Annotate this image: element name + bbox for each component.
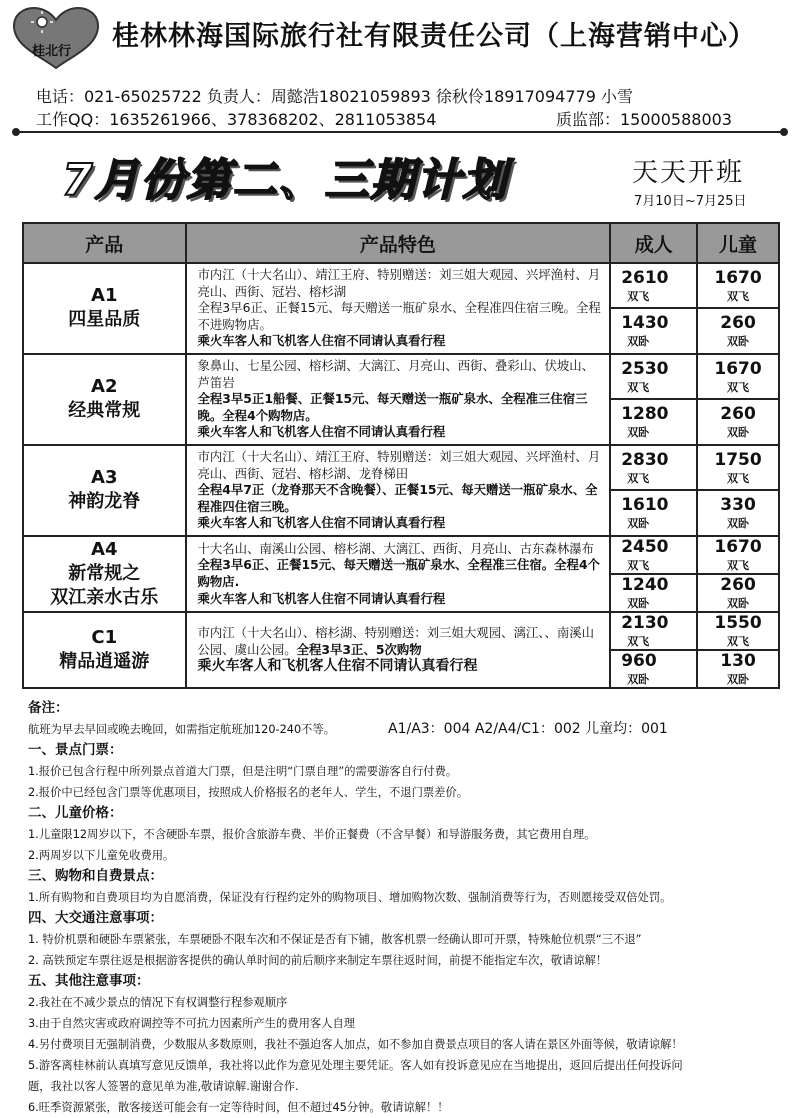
child-price-flight [697,263,779,308]
features-note: 乘火车客人和飞机客人住宿不同请认真看行程 [197,590,446,606]
price-value: 330 [720,495,756,516]
features-note: 乘火车客人和飞机客人住宿不同请认真看行程 [197,424,446,440]
features-cell [186,354,611,445]
price-type: 双卧 [627,517,650,531]
product-table [22,222,780,689]
header-features: 产品特色 [186,223,611,263]
price-value: 130 [720,650,756,671]
price-type: 双卧 [727,672,750,686]
child-price-flight [697,445,779,490]
section-title: 三、购物和自费景点： [28,868,163,884]
price-value: 2530 [621,358,669,379]
table-row [23,445,779,490]
product-name: 四星品质 [68,309,141,331]
features-cell [186,263,611,354]
product-code: A3 [91,467,118,489]
product-name: 神韵龙脊 [68,491,141,513]
features-note: 乘火车客人和飞机客人住宿不同请认真看行程 [197,333,446,349]
price-type: 双飞 [627,471,650,485]
price-type: 双卧 [727,517,750,531]
product-name: 经典常规 [68,400,141,422]
divider-dot-icon [780,128,788,136]
price-value: 1610 [621,495,669,516]
price-type: 双卧 [627,335,650,349]
price-type: 双飞 [727,558,750,572]
adult-price-train [610,490,697,535]
heart-logo-icon [10,6,102,70]
features-sights: 市内江（十大名山）、靖江王府、特别赠送：刘三姐大观园、兴坪渔村、月亮山、西街、冠岩、榕杉湖、龙脊梯田 [197,448,601,481]
adult-price-flight [610,354,697,399]
company-logo [10,6,102,70]
note-item: 2.两周岁以下儿童免收费用。 [28,849,175,862]
note-item: 3.由于自然灾害或政府调控等不可抗力因素所产生的费用客人自理 [28,1017,356,1030]
product-cell [23,536,186,612]
note-item: 1.报价已包含行程中所列景点首道大门票，但是注明“门票自理”的需要游客自行付费。 [28,765,458,778]
child-price-train [697,308,779,353]
price-type: 双飞 [627,380,650,394]
price-value: 960 [621,650,657,671]
product-cell [23,354,186,445]
features-sights: 象鼻山、七星公园、榕杉湖、大漓江、月亮山、西街、叠彩山、伏坡山、芦笛岩 [197,357,595,390]
features-sights [198,625,606,658]
features-meals: 全程3早3正、5次购物 [296,641,422,657]
price-value: 2450 [621,536,669,557]
logo-text: 桂北行 [32,44,72,59]
price-value: 2610 [621,267,669,288]
product-name: 新常规之 [68,562,141,584]
note-item: 题，我社以客人签署的意见单为准,敬请谅解.谢谢合作. [28,1080,299,1093]
note-item: 4.另付费项目无强制消费，少数服从多数原则，我社不强迫客人加点，如不参加自费景点项目的客人请在景区外面等候，敬请谅解！ [28,1038,683,1051]
adult-price-flight [610,536,697,574]
price-type: 双飞 [727,380,750,394]
child-price-train [697,490,779,535]
note-item: 6.旺季资源紧张，散客接送可能会有一定等待时间，但不超过45分钟。敬请谅解！！ [28,1101,449,1114]
features-note: 乘火车客人和飞机客人住宿不同请认真看行程 [197,515,446,531]
product-name-2: 双江亲水古乐 [50,586,159,608]
section-title: 一、景点门票： [28,742,123,758]
price-value: 1670 [714,536,762,557]
adult-price-train [610,308,697,353]
price-value: 2830 [621,449,669,470]
adult-price-train [610,650,697,688]
price-value: 2130 [621,612,669,633]
header-adult: 成人 [610,223,697,263]
price-type: 双卧 [627,426,650,440]
price-type: 双卧 [627,672,650,686]
features-cell [186,612,611,688]
section-title: 五、其他注意事项： [28,973,150,989]
price-value: 260 [720,404,756,425]
child-price-flight [697,612,779,650]
child-price-flight [697,354,779,399]
table-row [23,263,779,308]
company-name: 桂林林海国际旅行社有限责任公司（上海营销中心） [112,21,756,52]
product-cell [23,263,186,354]
price-value: 260 [720,574,756,595]
table-row [23,354,779,399]
price-value: 1750 [714,449,762,470]
date-range: 7月10日~7月25日 [634,194,747,209]
features-cell [186,445,611,536]
price-value: 1280 [621,404,669,425]
adult-price-flight [610,612,697,650]
features-sights: 十大名山、南溪山公园、榕杉湖、大漓江、西街、月亮山、古东森林瀑布 [197,540,595,556]
table-row [23,612,779,650]
adult-price-flight [610,445,697,490]
price-type: 双飞 [627,634,650,648]
features-meals: 全程3早6正、正餐15元、每天赠送一瓶矿泉水、全程准四住宿三晚。全程不进购物店。 [197,300,601,332]
plan-title: 7月份第二、三期计划 [62,155,509,206]
table-header-row [23,223,779,263]
features-sights: 市内江（十大名山）、靖江王府、特别赠送：刘三姐大观园、兴坪渔村、月亮山、西街、冠岩、榕杉湖 [197,267,601,299]
contact-qq-line [36,107,732,130]
features-cell [186,536,611,612]
remark-text: 航班为早去早回或晚去晚回，如需指定航班加120-240不等。 [28,723,336,736]
product-code: A2 [91,376,118,398]
header-divider [14,131,786,133]
remark-title: 备注： [28,700,69,716]
price-type: 双飞 [727,634,750,648]
price-type: 双飞 [727,289,750,303]
price-type: 双卧 [727,596,750,610]
price-value: 1240 [621,574,669,595]
header-child: 儿童 [697,223,779,263]
features-meals: 全程3早5正1船餐、正餐15元、每天赠送一瓶矿泉水、全程准三住宿三晚。全程4个购物店。 [197,391,588,423]
product-cell [23,445,186,536]
child-price-train [697,399,779,444]
price-type: 双飞 [727,471,750,485]
remark-line [28,719,788,740]
header-product: 产品 [23,223,186,263]
product-cell [23,612,186,688]
note-item: 1. 特价机票和硬卧车票紧张，车票硬卧不限车次和不保证是否有下铺，散客机票一经确认即可开票，特殊舱位机票“三不退” [28,933,642,946]
features-sights-text: 市内江（十大名山）、榕杉湖、特别赠送：刘三姐大观园、漓江、、南溪山公园、虞山公园。 [197,625,595,657]
adult-price-flight [610,263,697,308]
product-code: C1 [91,626,118,648]
product-code: A1 [91,285,118,307]
notes-section [28,698,788,1118]
note-item: 1.所有购物和自费项目均为自愿消费，保证没有行程约定外的购物项目、增加购物次数、强制消费等行为，否则愿接受双倍处罚。 [28,891,672,904]
note-item: 5.游客离桂林前认真填写意见反馈单，我社将以此作为意见处理主要凭证。客人如有投诉意见应在当地提出，返回后提出任何投诉问 [28,1059,683,1072]
table-row [23,536,779,574]
price-type: 双飞 [627,558,650,572]
adult-price-train [610,399,697,444]
note-item: 2. 高铁预定车票往返是根据游客提供的确认单时间的前后顺序来制定车票往返时间，前提不能指定车次，敬请谅解！ [28,954,608,967]
product-name: 精品逍遥游 [59,650,150,672]
section-title: 二、儿童价格： [28,805,123,821]
contact-phones: 电话：021-65025722 负责人：周懿浩18021059893 徐秋伶18917094779 小雪 [36,87,633,106]
note-item: 2.报价中已经包含门票等优惠项目，按照成人价格报名的老年人、学生，不退门票差价。 [28,786,469,799]
note-item: 1.儿童限12周岁以下，不含硬卧车票，报价含旅游车费、半价正餐费（不含早餐）和导游服务费，其它费用自理。 [28,828,596,841]
divider-dot-icon [12,128,20,136]
features-meals: 全程4早7正（龙脊那天不含晚餐）、正餐15元、每天赠送一瓶矿泉水、全程准四住宿三晚。 [197,482,598,514]
quality-dept: 质监部：15000588003 [556,110,732,129]
product-code: A4 [91,538,118,560]
child-price-train [697,574,779,612]
adult-price-train [610,574,697,612]
price-value: 1550 [714,612,762,633]
price-value: 260 [720,313,756,334]
note-item: 2.我社在不减少景点的情况下有权调整行程参观顺序 [28,996,288,1009]
product-codes: A1/A3：004 A2/A4/C1：002 儿童均：001 [388,721,668,737]
price-type: 双卧 [727,426,750,440]
price-type: 双卧 [727,335,750,349]
child-price-flight [697,536,779,574]
price-type: 双卧 [627,596,650,610]
features-meals: 全程3早6正、正餐15元、每天赠送一瓶矿泉水、全程准三住宿。全程4个购物店. [197,557,600,589]
price-type: 双飞 [627,289,650,303]
price-value: 1670 [714,358,762,379]
features-note: 乘火车客人和飞机客人住宿不同请认真看行程 [197,658,478,675]
price-value: 1430 [621,313,669,334]
price-value: 1670 [714,267,762,288]
contact-qq: 工作QQ：1635261966、378368202、2811053854 [36,110,437,129]
section-title: 四、大交通注意事项： [28,910,163,926]
daily-departure: 天天开班 [632,158,745,188]
child-price-train [697,650,779,688]
